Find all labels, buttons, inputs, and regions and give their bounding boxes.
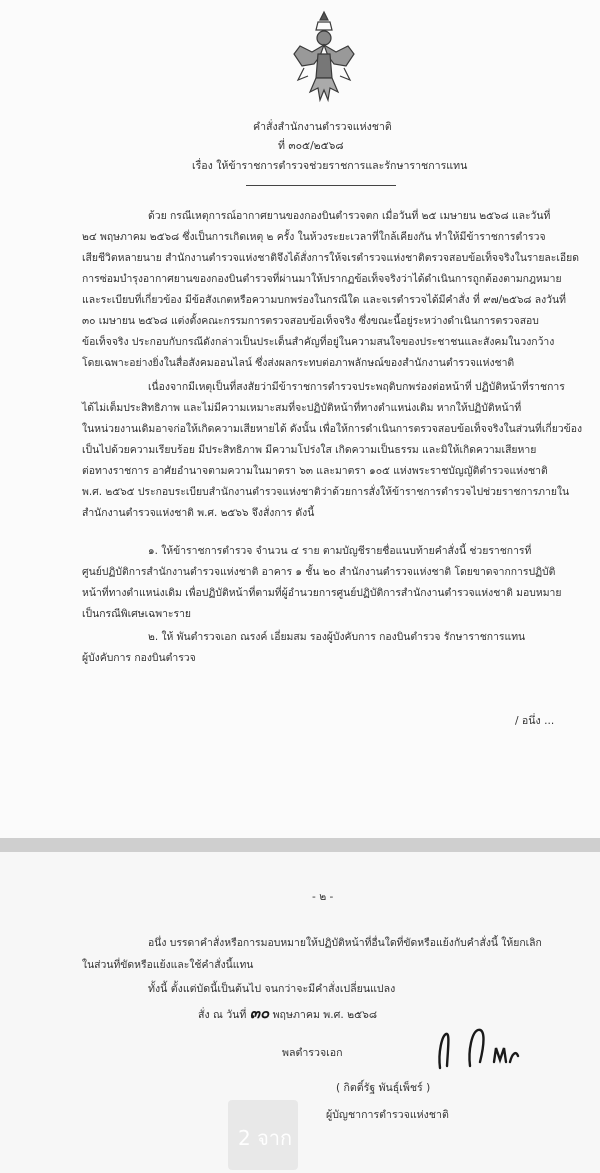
paragraph1-line: และระเบียบที่เกี่ยวข้อง มีข้อสังเกตหรือความบกพร่องในกรณีใด และจเรตำรวจได้มีคำสั่ง ที่ ๙๗/๒๕๖๘ ลงวันที่ bbox=[82, 294, 566, 306]
order-date-day: ๓๐ bbox=[249, 1004, 270, 1022]
order-title: คำสั่งสำนักงานตำรวจแห่งชาติ bbox=[253, 121, 392, 133]
continued-marker: / อนึ่ง ... bbox=[515, 715, 555, 727]
garuda-emblem-icon bbox=[290, 8, 358, 108]
paragraph2-line: เนื่องจากมีเหตุเป็นที่สงสัยว่ามีข้าราชการตำรวจประพฤติบกพร่องต่อหน้าที่ ปฏิบัติหน้าที่ราชการ bbox=[148, 381, 565, 393]
title-divider bbox=[246, 185, 396, 186]
item2-line: ผู้บังคับการ กองบินตำรวจ bbox=[82, 652, 196, 664]
paragraph2-line: ต่อทางราชการ อาศัยอำนาจตามความในมาตรา ๖๓ และมาตรา ๑๐๕ แห่งพระราชบัญญัติตำรวจแห่งชาติ bbox=[82, 465, 548, 477]
paragraph1-line: ด้วย กรณีเหตุการณ์อากาศยานของกองบินตำรวจตก เมื่อวันที่ ๒๕ เมษายน ๒๕๖๘ และวันที่ bbox=[148, 210, 551, 222]
page-separator bbox=[0, 838, 600, 852]
page-number: - ๒ - bbox=[312, 891, 334, 903]
paragraph1-line: โดยเฉพาะอย่างยิ่งในสื่อสังคมออนไลน์ ซึ่งส่งผลกระทบต่อภาพลักษณ์ของสำนักงานตำรวจแห่งชาติ bbox=[82, 357, 515, 369]
item1-line: ศูนย์ปฏิบัติการสำนักงานตำรวจแห่งชาติ อาคาร ๑ ชั้น ๒๐ สำนักงานตำรวจแห่งชาติ โดยขาดจากการปฏิบัติ bbox=[82, 566, 556, 578]
signature-name: ( กิตติ์รัฐ พันธุ์เพ็ชร์ ) bbox=[336, 1082, 431, 1094]
document-page-2 bbox=[0, 852, 600, 1173]
item1-line: เป็นกรณีพิเศษเฉพาะราย bbox=[82, 608, 192, 620]
paragraph2-line: ได้ไม่เต็มประสิทธิภาพ และไม่มีความเหมาะสมที่จะปฏิบัติหน้าที่ทางตำแหน่งเดิม หากให้ปฏิบัติหน้าที่ bbox=[82, 402, 522, 414]
paragraph1-line: ๓๐ เมษายน ๒๕๖๘ แต่งตั้งคณะกรรมการตรวจสอบข้อเท็จจริง ซึ่งขณะนี้อยู่ระหว่างดำเนินการตรวจสอบ bbox=[82, 315, 539, 327]
effective-clause: ทั้งนี้ ตั้งแต่บัดนี้เป็นต้นไป จนกว่าจะมีคำสั่งเปลี่ยนแปลง bbox=[148, 983, 396, 995]
order-date-prefix: สั่ง ณ วันที่ bbox=[198, 1009, 247, 1021]
paragraph2-line: เป็นไปด้วยความเรียบร้อย มีประสิทธิภาพ มีความโปร่งใส เกิดความเป็นธรรม และมิให้เกิดความเสียหาย bbox=[82, 444, 537, 456]
item2-line: ๒. ให้ พันตำรวจเอก ณรงค์ เอี่ยมสม รองผู้บังคับการ กองบินตำรวจ รักษาราชการแทน bbox=[148, 631, 526, 643]
order-number: ที่ ๓๐๕/๒๕๖๘ bbox=[278, 140, 344, 152]
page2-paragraph-line: อนึ่ง บรรดาคำสั่งหรือการมอบหมายให้ปฏิบัติหน้าที่อื่นใดที่ขัดหรือแย้งกับคำสั่งนี้ ให้ยกเลิก bbox=[148, 937, 542, 949]
order-date bbox=[198, 1006, 377, 1022]
paragraph1-line: ข้อเท็จจริง ประกอบกับกรณีดังกล่าวเป็นประเด็นสำคัญที่อยู่ในความสนใจของประชาชนและสังคมในวงกว้าง bbox=[82, 336, 555, 348]
paragraph1-line: เสียชีวิตหลายนาย สำนักงานตำรวจแห่งชาติจึงได้สั่งการให้จเรตำรวจแห่งชาติตรวจสอบข้อเท็จจริงในรายละเอียด bbox=[82, 252, 580, 264]
signature-rank: พลตำรวจเอก bbox=[282, 1047, 343, 1059]
paragraph2-line: ในหน่วยงานเดิมอาจก่อให้เกิดความเสียหายได้ ดังนั้น เพื่อให้การดำเนินการตรวจสอบข้อเท็จจริงในส่วนที่เกี่ยวข้อง bbox=[82, 423, 583, 435]
paragraph2-line: พ.ศ. ๒๕๖๕ ประกอบระเบียบสำนักงานตำรวจแห่งชาติว่าด้วยการสั่งให้ข้าราชการตำรวจไปช่วยราชการภายใน bbox=[82, 486, 570, 498]
paragraph1-line: การซ่อมบำรุงอากาศยานของกองบินตำรวจที่ผ่านมาให้ปรากฏข้อเท็จจริงว่าได้ดำเนินการถูกต้องตามกฎหมาย bbox=[82, 273, 562, 285]
paragraph2-line: สำนักงานตำรวจแห่งชาติ พ.ศ. ๒๕๖๖ จึงสั่งการ ดังนี้ bbox=[82, 507, 315, 519]
order-date-suffix: พฤษภาคม พ.ศ. ๒๕๖๘ bbox=[272, 1009, 378, 1021]
page-counter-text: 2 จาก bbox=[238, 1126, 293, 1150]
signature-title: ผู้บัญชาการตำรวจแห่งชาติ bbox=[326, 1109, 449, 1121]
handwritten-signature bbox=[420, 1022, 530, 1080]
page2-paragraph-line: ในส่วนที่ขัดหรือแย้งและใช้คำสั่งนี้แทน bbox=[82, 959, 254, 971]
item1-line: ๑. ให้ข้าราชการตำรวจ จำนวน ๔ ราย ตามบัญชีรายชื่อแนบท้ายคำสั่งนี้ ช่วยราชการที่ bbox=[148, 545, 532, 557]
item1-line: หน้าที่ทางตำแหน่งเดิม เพื่อปฏิบัติหน้าที่ตามที่ผู้อำนวยการศูนย์ปฏิบัติการสำนักงานตำรวจแห่งชาติ มอบหมาย bbox=[82, 587, 562, 599]
order-subject: เรื่อง ให้ข้าราชการตำรวจช่วยราชการและรักษาราชการแทน bbox=[192, 160, 468, 172]
paragraph1-line: ๒๔ พฤษภาคม ๒๕๖๘ ซึ่งเป็นการเกิดเหตุ ๒ ครั้ง ในห้วงระยะเวลาที่ใกล้เคียงกัน ทำให้มีข้าราชการตำรวจ bbox=[82, 231, 546, 243]
